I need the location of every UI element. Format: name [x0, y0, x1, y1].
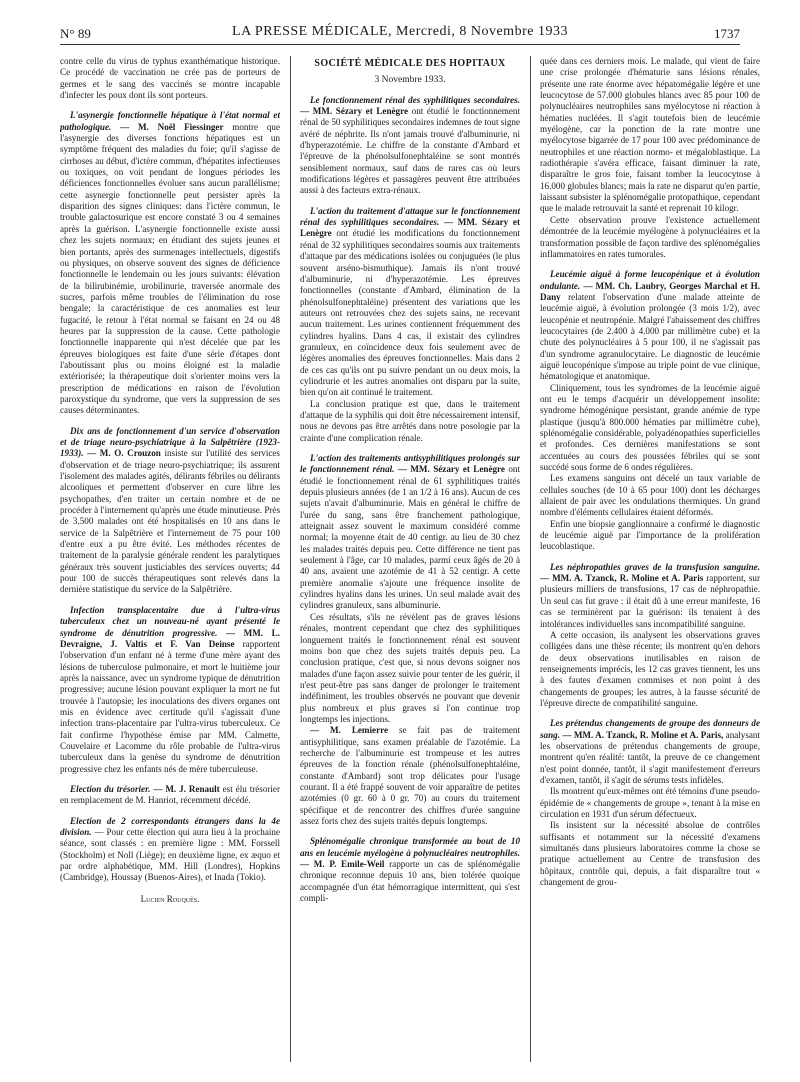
paragraph: Cette observation prouve l'existence actuellement démontrée de la leucémie myélogène à polynucléaires et la transformation possible de façon tardive des splénomégalies inflammatoires en rates tumorales.	[540, 214, 760, 259]
text-columns	[60, 56, 760, 1066]
article-salpetriere	[60, 426, 280, 596]
article-title: Leucémie aiguë à forme leucopénique et à évolution ondulante.	[540, 269, 760, 291]
article-body: se fait pas de traitement antisyphilitique, sans examen préalable de l'azotémie. La recherche de l'albuminurie est trompeuse et les autres épreuves de la fonction rénale (phénolsulfonephtaléine, constante d'Ambard) sont trop délicates pour l'usage courant. Il a été frappé souvent de voir apparaître de petites azotémies (0 gr. 60 à 0 gr. 70) au cours du traitement spécifique et de rencontrer des chiffres d'urée sanguine assez forts chez des sujets traités depuis longtemps.	[300, 725, 520, 826]
article-author: — M. P. Emile-Weil	[300, 859, 385, 870]
article-title: Dix ans de fonctionnement d'un service d'observation et de triage neuro-psychiatrique à la Salpêtrière (1923-1933).	[60, 425, 280, 459]
article-body: — Pour cette élection qui aura lieu à la prochaine séance, sont classés : en première ligne : MM. Forssell (Stockholm) et Noll (Liège); en deuxième ligne, ex æquo et par ordre alphabétique, MM. Hill (Londres), Hopkins (Cambridge), Houssay (Buenos-Aires), et Inada (Tokio).	[60, 827, 280, 883]
column-right	[540, 56, 760, 1066]
article-title: Election du trésorier.	[70, 783, 151, 794]
article-title: Les néphropathies graves de la transfusion sanguine.	[550, 561, 760, 572]
article-body: rapportent l'observation d'un enfant né à terme d'une mère ayant des lésions de tuberculose pulmonaire, et mort le huitième jour après la naissance, avec un syndrome typique de dénutrition progressive; aucune lésion pouvant expliquer la mort ne fut trouvée à l'autopsie; les inoculations des divers organes ont mis en évidence avec certitude qu'il s'agissait d'une infection trans-placentaire par l'ultra-virus tuberculeux. Ce fait confirme l'hypothèse émise par MM. Calmette, Couvelaire et Lacomme du rôle probable de l'ultra-virus tuberculeux dans la genèse du syndrome de dénutrition progressive chez les enfants nés de mère tuberculeuse.	[60, 638, 280, 774]
section-title: SOCIÉTÉ MÉDICALE DES HOPITAUX	[314, 58, 506, 69]
article-body: rapporte un cas de splénomégalie chronique reconnue depuis 10 ans, bien tolérée quoique accompagnée d'un état hémorragique intermittent, qui s'est compli-	[300, 859, 520, 904]
article-author: — MM. A. Tzanck, R. Moline et A. Paris,	[562, 729, 724, 740]
article-splenomegalie	[300, 836, 520, 904]
paragraph: Ces résultats, s'ils ne révèlent pas de graves lésions rénales, montrent cependant que chez des syphilitiques longuement traités le fonctionnement rénal est souvent moins bon que chez des sujets traités depuis peu. La conclusion pratique, c'est que, si nous devons soigner nos malades d'une façon assez suivie pour tenter de les guérir, il n'est peut-être pas sans danger de prolonger le traitement indéfiniment, les troubles observés ne pouvant que devenir plus nombreux et plus graves si l'on continue trop longtemps les injections.	[300, 611, 520, 724]
article-changements-groupe	[540, 718, 760, 786]
article-author: — MM. Sézary et Lenègre	[300, 217, 520, 239]
article-body: ont étudié le fonctionnement rénal de 61 syphilitiques traités depuis plusieurs années (de 1 an 1/2 à 16 ans). Aucun de ces sujets n'avait d'albuminurie. Mais en général le chiffre de l'urée du sang, sans être franchement pathologique, atteignait assez souvent le maximum considéré comme normal; la moyenne était de 40 centigr. au lieu de 30 chez les malades traités depuis peu. Cette différence ne tient pas seulement à l'âge, car 10 malades, parmi ceux âgés de 20 à 40 ans, avaient une azotémie de 41 à 52 centigr. A cette première anomalie s'ajoute une fréquence insolite de cylindres hyalins dans les urines. Un seul malade avait des cylindres granuleux, sans albuminurie.	[300, 464, 520, 611]
column-left	[60, 56, 280, 1066]
page-number: 1737	[714, 26, 740, 41]
article-body: insiste sur l'utilité des services d'observation et de triage neuro-psychiatrique; ils assurent l'isolement des malades agités, délirants fébriles ou délirants alcooliques et permettent d'observer en cure libre les psychopathes, d'en traiter un certain nombre et de ne procéder à l'internement qu'après une étude minutieuse. Près de 3.500 malades ont été hospitalisés en 10 ans dans le service de la Salpêtrière et l'internement de 75 pour 100 d'entre eux a pu être évité. Les méthodes récentes de traitement de la paralysie générale rendent les paralytiques généraux très souvent justiciables des services ouverts; 44 pour 100 de succès thérapeutiques sont relevés dans la dernière statistique du service de la Salpêtrière.	[60, 448, 280, 595]
article-body: est élu trésorier en remplacement de M. Hanriot, récemment décédé.	[60, 783, 280, 806]
column-middle	[300, 56, 520, 1066]
article-ultra-virus	[60, 605, 280, 775]
article-title: Infection transplacentaire due à l'ultra-virus tuberculeux chez un nouveau-né ayant présenté le syndrome de dénutrition progressive.	[60, 604, 280, 638]
paragraph: Les examens sanguins ont décelé un taux variable de cellules souches (de 10 à 65 pour 100) dont les décharges allaient de pair avec les ondulations thermiques. Un grand nombre d'éléments cellulaires étaient déformés.	[540, 473, 760, 518]
page-header	[60, 4, 740, 45]
running-title: LA PRESSE MÉDICALE, Mercredi, 8 Novembre 1933	[232, 24, 568, 39]
article-body: ont étudié les modifications du fonctionnement rénal de 32 syphilitiques secondaires soumis aux traitements d'attaque par des médications isolées ou conjuguées (le plus souvent arséno-bismuthique). Jamais ils n'ont trouvé d'albuminurie, ni d'hyperazotémie. Les épreuves fonctionnelles (constante d'Ambard, élimination de la phénolsulfonephtaléine) présentent des variations que les auteurs ont retrouvées chez des sujets sains, ne recevant aucun traitement. Les urines contiennent fréquemment des cylindres hyalins. Dans 4 cas, il existait des cylindres granuleux, en coïncidence deux fois seulement avec de légères anomalies des épreuves fonctionnelles. Mais dans 2 de ces cas qu'ils ont pu suivre pendant un ou deux mois, la cylindrurie et les autres anomalies ont disparu par la suite, bien qu'on ait continué le traitement.	[300, 228, 520, 398]
paragraph: Cliniquement, tous les syndromes de la leucémie aiguë ont eu le temps d'acquérir un développement insolite: syndrome hémogénique persistant, grande anémie de type plastique (jusqu'à 800.000 hématies par millimètre cube), splénomégalie considérable, polyadénopathies superficielles et profondes. Ces dernières manifestations se sont accentuées au cours des poussées fébriles qui se sont succédé sous forme de 6 ondes régulières.	[540, 382, 760, 473]
article-body: analysant les observations de prétendus changements de groupe, montrent qu'en réalité: tantôt, la preuve de ce changement n'est point donnée, tantôt, il s'agit manifestement d'erreurs d'examen, tantôt, il s'agit de sérums tests infidèles.	[540, 729, 760, 785]
article-title: Les prétendus changements de groupe des donneurs de sang.	[540, 718, 760, 740]
article-syphilitiques-secondaires	[300, 95, 520, 197]
article-nephropathies	[540, 562, 760, 630]
article-author: — M. Lemierre	[310, 725, 389, 736]
article-author: — M. Noël Fiessinger	[120, 121, 224, 132]
article-author: — MM. Ch. Laubry, Georges Marchal et H. Dany	[540, 280, 760, 302]
article-author: — MM. L. Devraigne, J. Valtis et F. Van Deinse	[60, 627, 280, 649]
article-author: — MM. A. Tzanck, R. Moline et A. Paris	[540, 573, 704, 584]
article-title: Le fonctionnement rénal des syphilitiques secondaires.	[310, 94, 520, 105]
article-author: — MM. Sézary et Lenègre	[300, 106, 409, 117]
paragraph: La conclusion pratique est que, dans le traitement d'attaque de la syphilis qui doit être nécessairement intensif, nous ne devons pas être arrêtés dans notre posologie par la crainte d'une complication rénale.	[300, 398, 520, 443]
issue-number: N° 89	[60, 26, 91, 41]
paragraph: Ils insistent sur la nécessité absolue de contrôles suffisants et notamment sur la nécessité d'examens simultanés dans plusieurs laboratoires comme la chose se pratique actuellement au Centre de transfusion des hôpitaux, contrôle qui, depuis, a fait disparaître tout « changement de grou-	[540, 820, 760, 888]
signature: Lucien Rouquès.	[140, 893, 200, 904]
article-body: montre que l'asynergie des diverses fonctions hépatiques est un symptôme fréquent des maladies du foie; qu'il s'agisse de cirrhoses au début, d'ictère commun, d'hépatites infectieuses ou toxiques, on voit pendant de longues périodes les déficiences fonctionnelles évoluer sans aucun parallélisme; cette asynergie fonctionnelle peut persister après la disparition des signes cliniques: dans l'ictère commun, le trouble galactosurique est encore constaté 3 ou 4 semaines après la guérison. L'asynergie fonctionnelle existe aussi chez les sujets normaux; en étudiant des sujets jeunes et bien portants, après des surmenages intellectuels, digestifs ou physiques, on observe souvent des signes de déficience fonctionnelle le lendemain ou les jours suivants: élévation de la bilirubinémie, urobilinurie, traversée anormale des sucres, parfois même troubles de l'élimination du rose bengale; la caractéristique de ces anomalies est leur fugacité, le retour à l'état normal se faisant en 24 ou 48 heures par la suppression de la cause. Cette pathologie fonctionnelle inapparente qui n'est décelée que par les épreuves biologiques est faite d'une série d'étapes dont l'aboutissant plus ou moins éloigné est la maladie extériorisée; la thérapeutique doit s'orienter moins vers la prescription de médications en raison de l'évolution paroxystique du syndrome, que vers la suppression de ses causes déterminantes.	[60, 121, 280, 416]
article-author: — M. O. Crouzon	[87, 448, 161, 459]
article-traitement-attaque	[300, 206, 520, 399]
paragraph: Ils montrent qu'eux-mêmes ont été témoins d'une pseudo-épidémie de « changements de groupe », tenant à la mise en circulation en 1931 d'un sérum défectueux.	[540, 786, 760, 819]
article-title: L'action du traitement d'attaque sur le fonctionnement rénal des syphilitiques secondaires.	[300, 205, 520, 228]
paragraph: A cette occasion, ils analysent les observations graves colligées dans une thèse récente; ils montrent qu'en dehors de deux observations inutilisables en raison de renseignements imprécis, les 12 cas graves tiennent, les uns à des fautes d'examen commises et non point à des changements de groupes; les autres, à la fausse sécurité de l'épreuve directe de compatibilité sanguine.	[540, 629, 760, 708]
article-leucemie-aigue	[540, 269, 760, 382]
article-body: rapportent, sur plusieurs milliers de transfusions, 17 cas de néphropathie. Un seul cas fut grave : il était dû à une erreur manifeste, 16 cas se terminèrent par la guérison: ils tenaient à des intolérances individuelles sans incompatibilité sanguine.	[540, 573, 760, 629]
article-author: — MM. Sézary et Lenègre	[397, 464, 505, 475]
article-author: — M. J. Renault	[153, 783, 220, 794]
paragraph: contre celle du virus de typhus exanthématique historique. Ce procédé de vaccination ne crée pas de porteurs de germes et le sang des vaccinés se montre incapable d'infecter les poux dont ils sont porteurs.	[60, 56, 280, 101]
article-body: relatent l'observation d'une malade atteinte de leucémie aiguë, à évolution prolongée (3 mois 1/2), avec leucopénie et neutropénie. Malgré l'abaissement des chiffres leucocytaires (de 2.400 à 4.000 par millimètre cube) et la chute des polynucléaires à 5 pour 100, il ne s'agissait pas d'un syndrome agranulocytaire. Le diagnostic de leucémie aiguë leucopénique s'impose au triple point de vue clinique, hématologique et anatomique.	[540, 291, 760, 382]
article-title: L'asynergie fonctionnelle hépatique à l'état normal et pathologique.	[60, 110, 280, 132]
section-date: 3 Novembre 1933.	[374, 75, 446, 86]
article-tresorier	[60, 784, 280, 807]
paragraph: quée dans ces derniers mois. Le malade, qui vient de faire une crise prolongée d'hématurie sans lésions rénales, présente une rate énorme avec hépatomégalie légère et une leucocytose de 57.000 globules blancs avec 85 pour 100 de polynucléaires neutrophiles sans myélocytose ni réaction à hématies nucléées. Il s'agit toutefois bien de leucémie myélogène, car la ponction de la rate montre une myélocytose bigarrée de 17 pour 100 avec prédominance de neutrophiles et une réaction normo- et mégaloblastique. La radiothérapie s'avéra efficace, faisant diminuer la rate, disparaître le gros foie, faisant tomber la leucocytose à 16.000 globules blancs; mais la rate ne disparut qu'en partie, laissant subsister la splénomégalie protopathique, cependant que le malade retrouvait la santé et reprenait 10 kilogr.	[540, 56, 760, 214]
paragraph: Enfin une biopsie ganglionnaire a confirmé le diagnostic de leucémie aiguë par l'importance de la prolifération leucoblastique.	[540, 518, 760, 552]
article-traitements-prolonges	[300, 453, 520, 612]
article-asynergie	[60, 110, 280, 416]
article-title: Election de 2 correspondants étrangers dans la 4e division.	[60, 815, 280, 837]
article-correspondants	[60, 816, 280, 884]
article-title: L'action des traitements antisyphilitiques prolongés sur le fonctionnement rénal.	[300, 453, 520, 475]
article-title: Splénomégalie chronique transformée au bout de 10 ans en leucémie myélogène à polynucléaires neutrophiles.	[300, 836, 520, 858]
paragraph	[300, 725, 520, 827]
article-body: ont étudié le fonctionnement rénal de 50 syphilitiques secondaires indemnes de tout signe avéré de néphrite. Ils n'ont jamais trouvé d'albuminurie, ni d'hyperazotémie. Le chiffre de la constante d'Ambard et l'épreuve de la phénolsulfonephtaléine se sont montrés sensiblement normaux, sauf dans de rares cas où leurs modifications légères et passagères peuvent être attribuées aussi à des facteurs extra-rénaux.	[300, 106, 520, 196]
